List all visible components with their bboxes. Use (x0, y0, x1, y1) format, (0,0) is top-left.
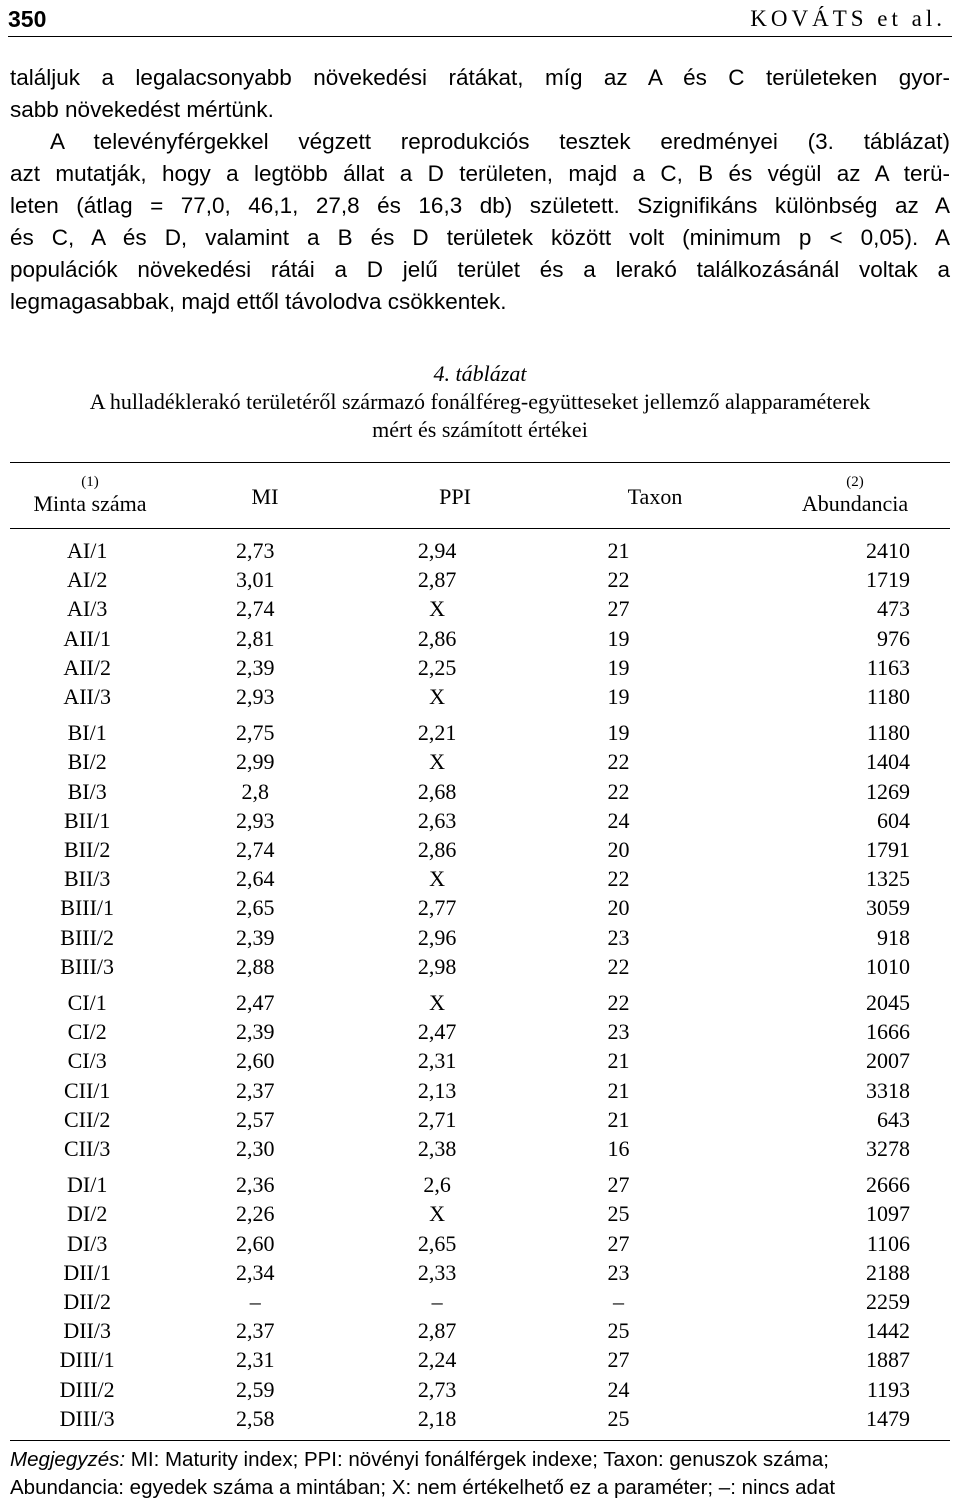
cell-abundance: 1180 (866, 720, 910, 746)
cell-abundance: 2666 (866, 1172, 910, 1198)
cell-sample: DI/2 (67, 1201, 108, 1227)
cell-sample: AI/1 (67, 538, 108, 563)
cell-abundance: 2259 (866, 1289, 910, 1315)
table-row (10, 711, 950, 747)
cell-taxon: 27 (607, 1172, 630, 1198)
cell-sample: CI/1 (67, 990, 107, 1016)
cell-sample: DII/3 (63, 1318, 111, 1344)
cell-mi: 2,64 (235, 866, 275, 892)
table-row (10, 1076, 950, 1105)
cell-ppi: – (431, 1289, 443, 1315)
table-row (10, 536, 950, 565)
table-caption (0, 360, 960, 444)
cell-taxon: 27 (607, 1230, 630, 1256)
cell-sample: AII/1 (63, 625, 111, 651)
cell-mi: 2,73 (235, 538, 275, 563)
table-row (10, 1046, 950, 1075)
body-line: populációk növekedési rátái a D jelű terület és a lerakó találkozásánál voltak a (10, 257, 950, 282)
table-row (10, 806, 950, 835)
cell-ppi: 2,68 (417, 778, 457, 804)
cell-taxon: 20 (607, 837, 630, 863)
cell-mi: 2,74 (235, 837, 275, 863)
cell-sample: DI/1 (67, 1172, 108, 1198)
cell-sample: AI/3 (67, 596, 108, 622)
cell-sample: BI/2 (67, 749, 107, 775)
cell-mi: 2,58 (235, 1405, 275, 1431)
cell-abundance: 1791 (866, 837, 910, 863)
cell-taxon: 23 (607, 1259, 630, 1285)
table-row (10, 777, 950, 806)
header-label: Abundancia (801, 491, 909, 516)
table-bottom-rule (10, 1440, 950, 1441)
cell-taxon: 19 (607, 684, 630, 710)
table-row (10, 1287, 950, 1316)
table-row (10, 653, 950, 682)
cell-mi: 2,36 (235, 1172, 275, 1198)
cell-mi: 2,59 (235, 1376, 275, 1402)
header-abundance (760, 473, 950, 517)
cell-abundance: 1106 (866, 1230, 910, 1256)
table-row (10, 1375, 950, 1404)
cell-mi: 2,31 (235, 1347, 275, 1373)
cell-abundance: 1442 (866, 1318, 910, 1344)
cell-ppi: 2,31 (417, 1048, 457, 1074)
table-header-rule (10, 528, 950, 529)
cell-taxon: 27 (607, 596, 630, 622)
cell-mi: 3,01 (235, 567, 275, 593)
cell-abundance: 918 (877, 924, 910, 950)
cell-mi: – (249, 1289, 261, 1315)
cell-taxon: 22 (607, 778, 630, 804)
cell-sample: BIII/1 (60, 895, 115, 921)
cell-abundance: 1887 (866, 1347, 910, 1373)
cell-abundance: 1010 (866, 953, 910, 979)
cell-mi: 2,37 (235, 1077, 275, 1103)
cell-abundance: 1180 (866, 684, 910, 710)
table-row (10, 1163, 950, 1199)
cell-abundance: 1269 (866, 778, 910, 804)
table-row (10, 1258, 950, 1287)
cell-ppi: 2,86 (417, 837, 457, 863)
table-row (10, 594, 950, 623)
table-row (10, 1229, 950, 1258)
table-row (10, 893, 950, 922)
cell-ppi: 2,21 (417, 720, 457, 746)
cell-mi: 2,39 (235, 1019, 275, 1045)
table-title-line: A hulladéklerakó területéről származó fonálféreg-együtteseket jellemző alapparaméterek (89, 389, 871, 414)
cell-sample: BII/3 (63, 866, 111, 892)
header-sample-number (10, 473, 170, 517)
cell-mi: 2,37 (235, 1318, 275, 1344)
cell-abundance: 1097 (866, 1201, 910, 1227)
table-row (10, 1017, 950, 1046)
cell-ppi: 2,98 (417, 953, 457, 979)
table-row (10, 981, 950, 1017)
cell-abundance: 2007 (866, 1048, 910, 1074)
cell-mi: 2,99 (235, 749, 275, 775)
cell-taxon: 19 (607, 654, 630, 680)
cell-sample: DIII/3 (59, 1405, 115, 1431)
header-taxon: Taxon (627, 484, 683, 509)
cell-mi: 2,65 (235, 895, 275, 921)
cell-ppi: 2,71 (417, 1106, 457, 1132)
cell-mi: 2,39 (235, 924, 275, 950)
cell-sample: AII/3 (63, 684, 111, 710)
cell-abundance: 473 (877, 596, 910, 622)
cell-taxon: 22 (607, 953, 630, 979)
body-paragraphs (10, 62, 950, 318)
body-line: azt mutatják, hogy a legtöbb állat a D területen, majd a C, B és végül az A terü- (10, 161, 950, 186)
table-row (10, 923, 950, 952)
cell-abundance: 2188 (866, 1259, 910, 1285)
body-line: találjuk a legalacsonyabb növekedési rátákat, míg az A és C területeken gyor- (10, 65, 950, 90)
cell-ppi: 2,33 (417, 1259, 457, 1285)
table-row (10, 864, 950, 893)
table-row (10, 1345, 950, 1374)
cell-ppi: X (429, 866, 446, 892)
cell-taxon: 25 (607, 1405, 630, 1431)
cell-ppi: X (429, 749, 446, 775)
cell-abundance: 3318 (866, 1077, 910, 1103)
cell-mi: 2,81 (235, 625, 275, 651)
cell-taxon: 21 (607, 1077, 630, 1103)
cell-ppi: 2,18 (417, 1405, 457, 1431)
note-label: Megjegyzés: (10, 1448, 126, 1471)
cell-sample: CII/3 (63, 1136, 111, 1162)
cell-ppi: 2,24 (417, 1347, 457, 1373)
cell-taxon: 19 (607, 720, 630, 746)
cell-taxon: 22 (607, 567, 630, 593)
cell-abundance: 1719 (866, 567, 910, 593)
cell-ppi: 2,6 (423, 1172, 451, 1198)
cell-taxon: 24 (607, 1376, 630, 1402)
table-row (10, 835, 950, 864)
cell-sample: DII/1 (63, 1259, 111, 1285)
cell-ppi: X (429, 1201, 446, 1227)
note-line (10, 1446, 950, 1474)
body-line: és C, A és D, valamint a B és D területek között volt (minimum p < 0,05). A (10, 225, 950, 250)
cell-sample: AI/2 (67, 567, 108, 593)
cell-taxon: 22 (607, 749, 630, 775)
cell-ppi: 2,63 (417, 807, 457, 833)
body-line: leten (átlag = 77,0, 46,1, 27,8 és 16,3 db) született. Szignifikáns különbség az A (10, 193, 950, 218)
cell-mi: 2,8 (241, 778, 269, 804)
cell-abundance: 604 (877, 807, 910, 833)
header-label: Minta száma (33, 491, 147, 516)
table-row (10, 565, 950, 594)
cell-ppi: 2,87 (417, 567, 457, 593)
cell-abundance: 1325 (866, 866, 910, 892)
cell-mi: 2,34 (235, 1259, 275, 1285)
note-text: MI: Maturity index; PPI: növényi fonálférgek indexe; Taxon: genuszok száma; (130, 1448, 829, 1471)
cell-taxon: 16 (607, 1136, 630, 1162)
cell-abundance: 1404 (866, 749, 910, 775)
cell-sample: AII/2 (63, 654, 111, 680)
cell-sample: BI/3 (67, 778, 107, 804)
table-note (10, 1446, 950, 1502)
cell-sample: CI/3 (67, 1048, 107, 1074)
cell-ppi: X (429, 684, 446, 710)
cell-ppi: 2,87 (417, 1318, 457, 1344)
cell-ppi: 2,65 (417, 1230, 457, 1256)
running-header (8, 6, 952, 37)
cell-taxon: 21 (607, 1106, 630, 1132)
cell-abundance: 976 (877, 625, 910, 651)
cell-mi: 2,26 (235, 1201, 275, 1227)
table-row (10, 1105, 950, 1134)
table-top-rule (10, 462, 950, 463)
cell-sample: CI/2 (67, 1019, 107, 1045)
cell-sample: BII/1 (63, 807, 111, 833)
cell-mi: 2,30 (235, 1136, 275, 1162)
cell-sample: CII/2 (63, 1106, 111, 1132)
cell-taxon: 27 (607, 1347, 630, 1373)
header-ppi: PPI (439, 484, 471, 509)
note-line: Abundancia: egyedek száma a mintában; X: nem értékelhető ez a paraméter; –: nincs adat (10, 1476, 836, 1499)
header-footnote-mark: (2) (846, 474, 864, 490)
cell-ppi: 2,94 (417, 538, 457, 563)
cell-sample: DIII/2 (59, 1376, 115, 1402)
cell-ppi: 2,25 (417, 654, 457, 680)
cell-taxon: 21 (607, 1048, 630, 1074)
cell-taxon: 25 (607, 1201, 630, 1227)
data-table (10, 536, 950, 1433)
header-footnote-mark: (1) (81, 474, 99, 490)
cell-ppi: 2,77 (417, 895, 457, 921)
body-line: sabb növekedést mértünk. (10, 97, 274, 122)
cell-taxon: 23 (607, 1019, 630, 1045)
cell-ppi: 2,13 (417, 1077, 457, 1103)
cell-abundance: 3278 (866, 1136, 910, 1162)
cell-abundance: 1163 (866, 654, 910, 680)
body-line: legmagasabbak, majd ettől távolodva csökkentek. (10, 289, 507, 314)
cell-mi: 2,47 (235, 990, 275, 1016)
cell-mi: 2,60 (235, 1230, 275, 1256)
cell-sample: CII/1 (63, 1077, 111, 1103)
table-row (10, 1134, 950, 1163)
table-row (10, 1316, 950, 1345)
cell-abundance: 643 (877, 1106, 910, 1132)
table-row (10, 952, 950, 981)
cell-taxon: – (612, 1289, 624, 1315)
cell-ppi: X (429, 990, 446, 1016)
header-mi: MI (251, 484, 279, 509)
cell-taxon: 22 (607, 866, 630, 892)
body-line: A televényférgekkel végzett reprodukciós tesztek eredményei (3. táblázat) (50, 129, 950, 154)
cell-sample: BIII/3 (60, 953, 115, 979)
cell-mi: 2,88 (235, 953, 275, 979)
cell-abundance: 2045 (866, 990, 910, 1016)
cell-taxon: 24 (607, 807, 630, 833)
cell-abundance: 2410 (866, 538, 910, 563)
cell-mi: 2,74 (235, 596, 275, 622)
cell-mi: 2,57 (235, 1106, 275, 1132)
cell-sample: DIII/1 (59, 1347, 115, 1373)
cell-ppi: X (429, 596, 446, 622)
cell-abundance: 3059 (866, 895, 910, 921)
cell-taxon: 25 (607, 1318, 630, 1344)
cell-sample: DI/3 (67, 1230, 108, 1256)
cell-abundance: 1479 (866, 1405, 910, 1431)
table-number: 4. táblázat (433, 361, 527, 386)
cell-ppi: 2,73 (417, 1376, 457, 1402)
table-row (10, 624, 950, 653)
cell-taxon: 19 (607, 625, 630, 651)
table-row (10, 682, 950, 711)
page-number: 350 (8, 6, 47, 32)
cell-mi: 2,60 (235, 1048, 275, 1074)
cell-mi: 2,75 (235, 720, 275, 746)
cell-taxon: 21 (607, 538, 630, 563)
running-head-authors: KOVÁTS et al. (750, 6, 946, 31)
cell-ppi: 2,38 (417, 1136, 457, 1162)
cell-sample: DII/2 (63, 1289, 111, 1315)
table-row (10, 747, 950, 776)
cell-abundance: 1193 (866, 1376, 910, 1402)
cell-taxon: 23 (607, 924, 630, 950)
cell-mi: 2,39 (235, 654, 275, 680)
cell-taxon: 22 (607, 990, 630, 1016)
cell-sample: BII/2 (63, 837, 111, 863)
cell-sample: BI/1 (67, 720, 107, 746)
table-row (10, 1199, 950, 1228)
cell-ppi: 2,86 (417, 625, 457, 651)
cell-mi: 2,93 (235, 684, 275, 710)
table-title-line: mért és számított értékei (372, 417, 588, 442)
cell-sample: BIII/2 (60, 924, 115, 950)
cell-taxon: 20 (607, 895, 630, 921)
table-body (10, 536, 950, 1433)
cell-ppi: 2,96 (417, 924, 457, 950)
cell-ppi: 2,47 (417, 1019, 457, 1045)
cell-abundance: 1666 (866, 1019, 910, 1045)
table-row (10, 1404, 950, 1433)
cell-mi: 2,93 (235, 807, 275, 833)
